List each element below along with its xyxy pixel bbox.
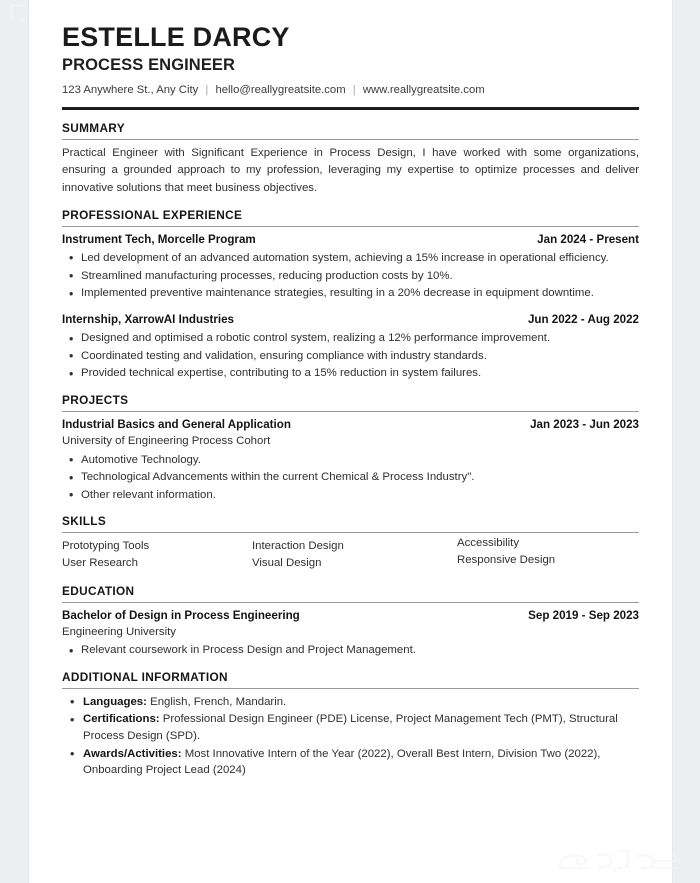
entry-header <box>62 417 639 433</box>
resume-header <box>62 22 639 110</box>
skills-column-1 <box>62 538 252 573</box>
section-divider-education <box>62 602 639 603</box>
resume-page <box>28 0 673 883</box>
list-item: • Relevant coursework in Process Design and Project Management. <box>62 642 639 659</box>
contact-line <box>62 83 639 98</box>
skills-grid <box>62 538 639 573</box>
job-date: Jun 2022 - Aug 2022 <box>527 312 639 326</box>
education-entry <box>62 608 639 659</box>
section-additional-information <box>62 670 639 779</box>
section-divider-summary <box>62 139 639 140</box>
skill-item: User Research <box>62 557 138 570</box>
job-date: Jan 2024 - Present <box>537 232 639 246</box>
project-title: Industrial Basics and General Application <box>62 417 291 431</box>
skill-item: Interaction Design <box>252 540 344 553</box>
skill-item: Prototyping Tools <box>62 540 150 553</box>
job-title: Instrument Tech, Morcelle Program <box>62 232 256 246</box>
skills-column-3 <box>457 535 555 573</box>
info-value: Professional Design Engineer (PDE) License, Project Management Tech (PMT), Structural Process Design (SPD). <box>83 713 618 742</box>
list-item: • Implemented preventive maintenance strategies, resulting in a 20% decrease in equipment downtime. <box>62 285 639 302</box>
skill-item: Visual Design <box>252 557 322 570</box>
entry-header <box>62 312 639 328</box>
section-title-projects: PROJECTS <box>62 393 129 408</box>
section-title-education: EDUCATION <box>62 583 135 598</box>
project-entry <box>62 417 639 504</box>
project-subtitle: University of Engineering Process Cohort <box>62 434 271 447</box>
list-item: • Other relevant information. <box>62 487 639 504</box>
job-title: Internship, XarrowAI Industries <box>62 312 235 326</box>
summary-paragraph: Practical Engineer with Significant Experience in Process Design, I have worked with some organizations, ensuring a grounded approach to my profession, leveraging my expertise to optimize processes and deliver innovative solutions that meet business objectives. <box>62 147 639 194</box>
section-divider-additional-information <box>62 688 639 689</box>
job-bullet-list <box>62 330 639 382</box>
info-value: English, French, Mandarin. <box>146 695 287 708</box>
section-divider-projects <box>62 411 639 412</box>
institution-name: Engineering University <box>62 625 176 638</box>
info-value: Most Innovative Intern of the Year (2022), Overall Best Intern, Division Two (2022), Onboarding Project Lead (2024) <box>83 747 601 777</box>
section-skills <box>62 514 639 572</box>
section-education <box>62 584 639 659</box>
entry-header <box>62 608 639 624</box>
contact-separator-1: | <box>205 84 209 97</box>
contact-separator-2: | <box>352 84 356 97</box>
list-item <box>62 711 639 744</box>
degree-date: Sep 2019 - Sep 2023 <box>528 608 639 622</box>
info-label: Certifications: <box>83 713 160 726</box>
additional-info-list <box>62 694 639 779</box>
list-item <box>62 694 639 711</box>
list-item <box>62 746 639 779</box>
page-gutter-left <box>0 0 28 883</box>
section-summary <box>62 121 639 197</box>
info-label: Awards/Activities: <box>83 747 182 760</box>
candidate-name: ESTELLE DARCY <box>62 22 290 52</box>
experience-entry <box>62 312 639 382</box>
skills-column-2 <box>252 538 457 573</box>
contact-email[interactable]: hello@reallygreatsite.com <box>215 84 346 97</box>
section-title-experience: PROFESSIONAL EXPERIENCE <box>62 208 243 222</box>
list-item: • Designed and optimised a robotic control system, realizing a 12% performance improvement. <box>62 330 639 347</box>
info-label: Languages: <box>83 695 147 708</box>
contact-website[interactable]: www.reallygreatsite.com <box>362 84 485 97</box>
project-date: Jan 2023 - Jun 2023 <box>530 417 639 431</box>
list-item: • Provided technical expertise, contributing to a 15% reduction in system failures. <box>62 365 639 382</box>
section-title-summary: SUMMARY <box>62 121 125 136</box>
header-divider <box>62 107 639 110</box>
section-divider-experience <box>62 226 639 227</box>
section-experience <box>62 208 639 382</box>
section-divider-skills <box>62 532 639 533</box>
degree-title: Bachelor of Design in Process Engineering <box>62 608 300 622</box>
section-projects <box>62 393 639 503</box>
list-item: • Coordinated testing and validation, ensuring compliance with industry standards. <box>62 348 639 365</box>
experience-entry <box>62 232 639 302</box>
list-item: • Led development of an advanced automation system, achieving a 15% increase in operational efficiency. <box>62 250 639 267</box>
entry-header <box>62 232 639 248</box>
education-bullet-list <box>62 642 639 659</box>
section-title-additional-information: ADDITIONAL INFORMATION <box>62 669 228 684</box>
page-gutter-right <box>673 0 700 883</box>
candidate-role: PROCESS ENGINEER <box>62 56 236 75</box>
skill-item: Responsive Design <box>457 554 556 567</box>
skill-item: Accessibility <box>457 537 520 550</box>
list-item: • Automotive Technology. <box>62 452 639 469</box>
project-bullet-list <box>62 452 639 504</box>
list-item: • Technological Advancements within the current Chemical & Process Industry". <box>62 469 639 486</box>
contact-address: 123 Anywhere St., Any City <box>62 84 199 97</box>
job-bullet-list <box>62 250 639 302</box>
section-title-skills: SKILLS <box>62 514 107 529</box>
list-item: • Streamlined manufacturing processes, reducing production costs by 10%. <box>62 268 639 285</box>
